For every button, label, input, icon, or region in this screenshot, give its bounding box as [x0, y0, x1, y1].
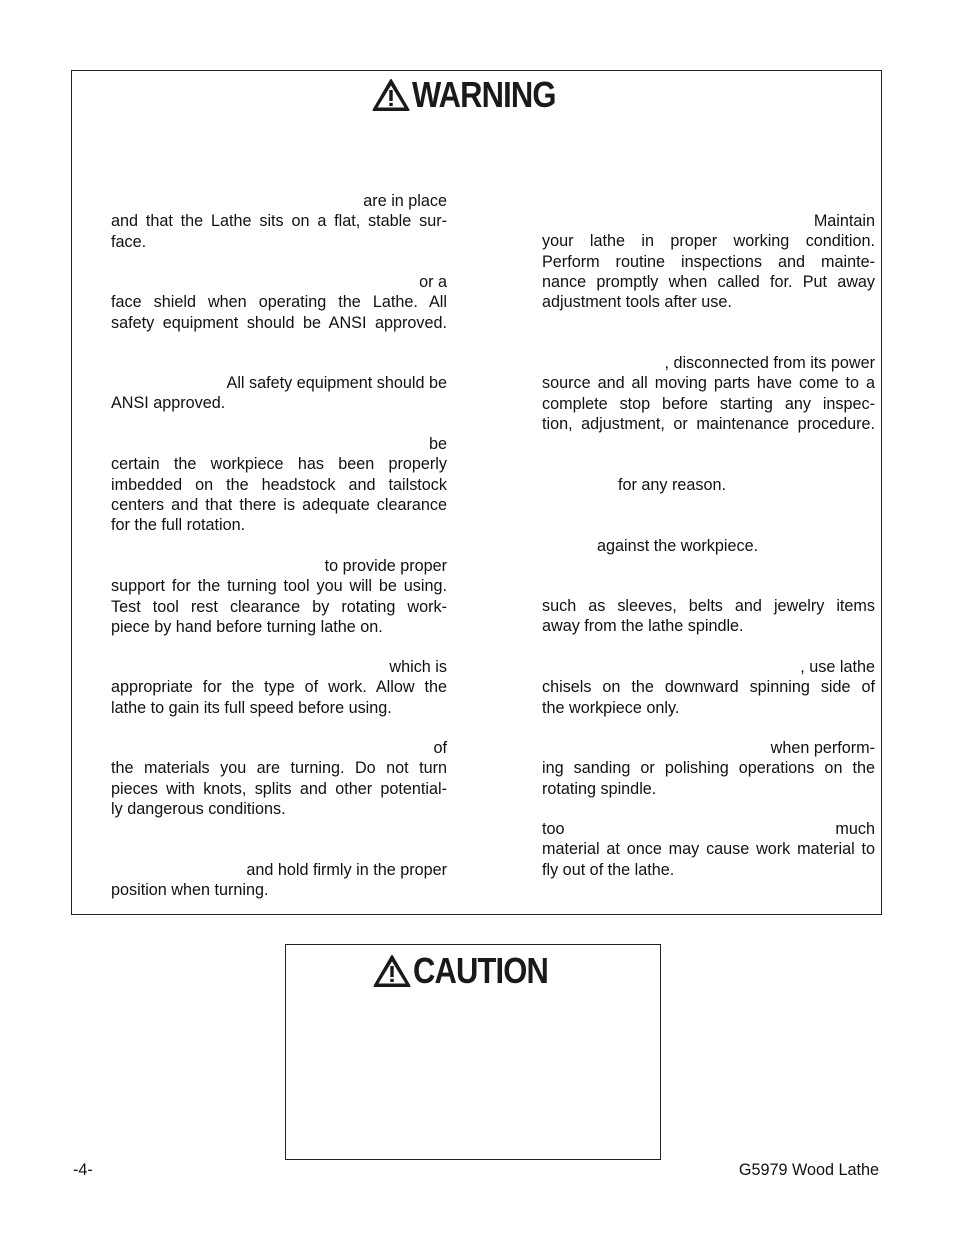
model-name: G5979 Wood Lathe [738, 1161, 879, 1179]
text-line: material at once may cause work material to [542, 840, 875, 859]
text-line: the materials you are turning. Do not turn [111, 759, 447, 778]
text-line: are in place [363, 192, 447, 210]
text-line: the workpiece only. [542, 698, 680, 717]
text-line: piece by hand before turning lathe on. [111, 617, 383, 636]
caution-box [285, 944, 661, 1160]
left-para-5 [111, 556, 447, 637]
text-line: Maintain [813, 212, 875, 230]
text-line: appropriate for the type of work. Allow the [111, 678, 447, 697]
text-line: which is [389, 658, 447, 676]
warning-title: WARNING [412, 74, 556, 115]
right-para-5 [542, 596, 875, 637]
text-line: fly out of the lathe. [542, 860, 675, 879]
text-line: and that the Lathe sits on a flat, stable sur- [111, 212, 447, 231]
text-line: source and all moving parts have come to a [542, 374, 875, 393]
text-line: be [428, 435, 447, 453]
text-line: face shield when operating the Lathe. All [111, 293, 447, 312]
right-para-3 [618, 475, 875, 495]
text-line: ly dangerous conditions. [111, 799, 286, 818]
left-para-1 [111, 191, 447, 252]
left-para-7 [111, 738, 447, 819]
text-line: Test tool rest clearance by rotating work- [111, 597, 447, 616]
warning-header [372, 74, 579, 116]
right-para-1 [542, 211, 875, 312]
text-line: your lathe in proper working condition. [542, 232, 875, 251]
right-para-7 [542, 738, 875, 799]
left-para-8 [111, 860, 447, 901]
text-line: All safety equipment should be [226, 374, 447, 392]
text-line: lathe to gain its full speed before using. [111, 698, 392, 717]
left-para-4 [111, 434, 447, 535]
left-para-2 [111, 272, 447, 333]
text-line: , disconnected from its power [664, 354, 875, 372]
text-line: too much [542, 820, 875, 838]
text-line: , use lathe [800, 658, 875, 676]
caution-header [373, 950, 570, 992]
text-line: ANSI approved. [111, 394, 226, 413]
text-line: such as sleeves, belts and jewelry items [542, 597, 875, 615]
text-line: certain the workpiece has been properly [111, 455, 447, 474]
text-line: tion, adjustment, or maintenance procedure. [542, 414, 875, 433]
text-line: when perform- [770, 739, 875, 757]
page-number: -4- [73, 1161, 93, 1179]
caution-triangle-icon [373, 954, 411, 988]
text-line: Perform routine inspections and mainte- [542, 252, 875, 271]
text-line: ing sanding or polishing operations on the [542, 759, 875, 778]
left-para-6 [111, 657, 447, 718]
right-para-4 [597, 536, 875, 556]
text-line: away from the lathe spindle. [542, 617, 744, 636]
text-line: and hold firmly in the proper [246, 861, 447, 879]
left-para-3 [111, 373, 447, 414]
warning-triangle-icon [372, 78, 410, 112]
caution-title: CAUTION [413, 950, 549, 991]
text-line: rotating spindle. [542, 779, 657, 798]
text-line: for the full rotation. [111, 516, 246, 535]
text-line: face. [111, 232, 147, 251]
right-para-2 [542, 353, 875, 434]
text-line: imbedded on the headstock and tailstock [111, 475, 447, 494]
text-line: nance promptly when called for. Put away [542, 272, 875, 291]
text-line: centers and that there is adequate clearance [111, 495, 447, 514]
text-line: position when turning. [111, 881, 269, 900]
text-line: complete stop before starting any inspec- [542, 394, 875, 413]
text-line: for any reason. [618, 476, 726, 494]
text-line: chisels on the downward spinning side of [542, 678, 875, 697]
text-line: against the workpiece. [597, 537, 759, 555]
text-line: or a [419, 273, 447, 291]
text-line: to provide proper [324, 557, 447, 575]
text-line: of [433, 739, 447, 757]
text-line: support for the turning tool you will be using. [111, 577, 447, 596]
right-para-6 [542, 657, 875, 718]
right-para-8 [542, 819, 875, 880]
text-line: pieces with knots, splits and other potential- [111, 779, 447, 798]
text-line: safety equipment should be ANSI approved. [111, 313, 447, 332]
text-line: adjustment tools after use. [542, 293, 732, 312]
